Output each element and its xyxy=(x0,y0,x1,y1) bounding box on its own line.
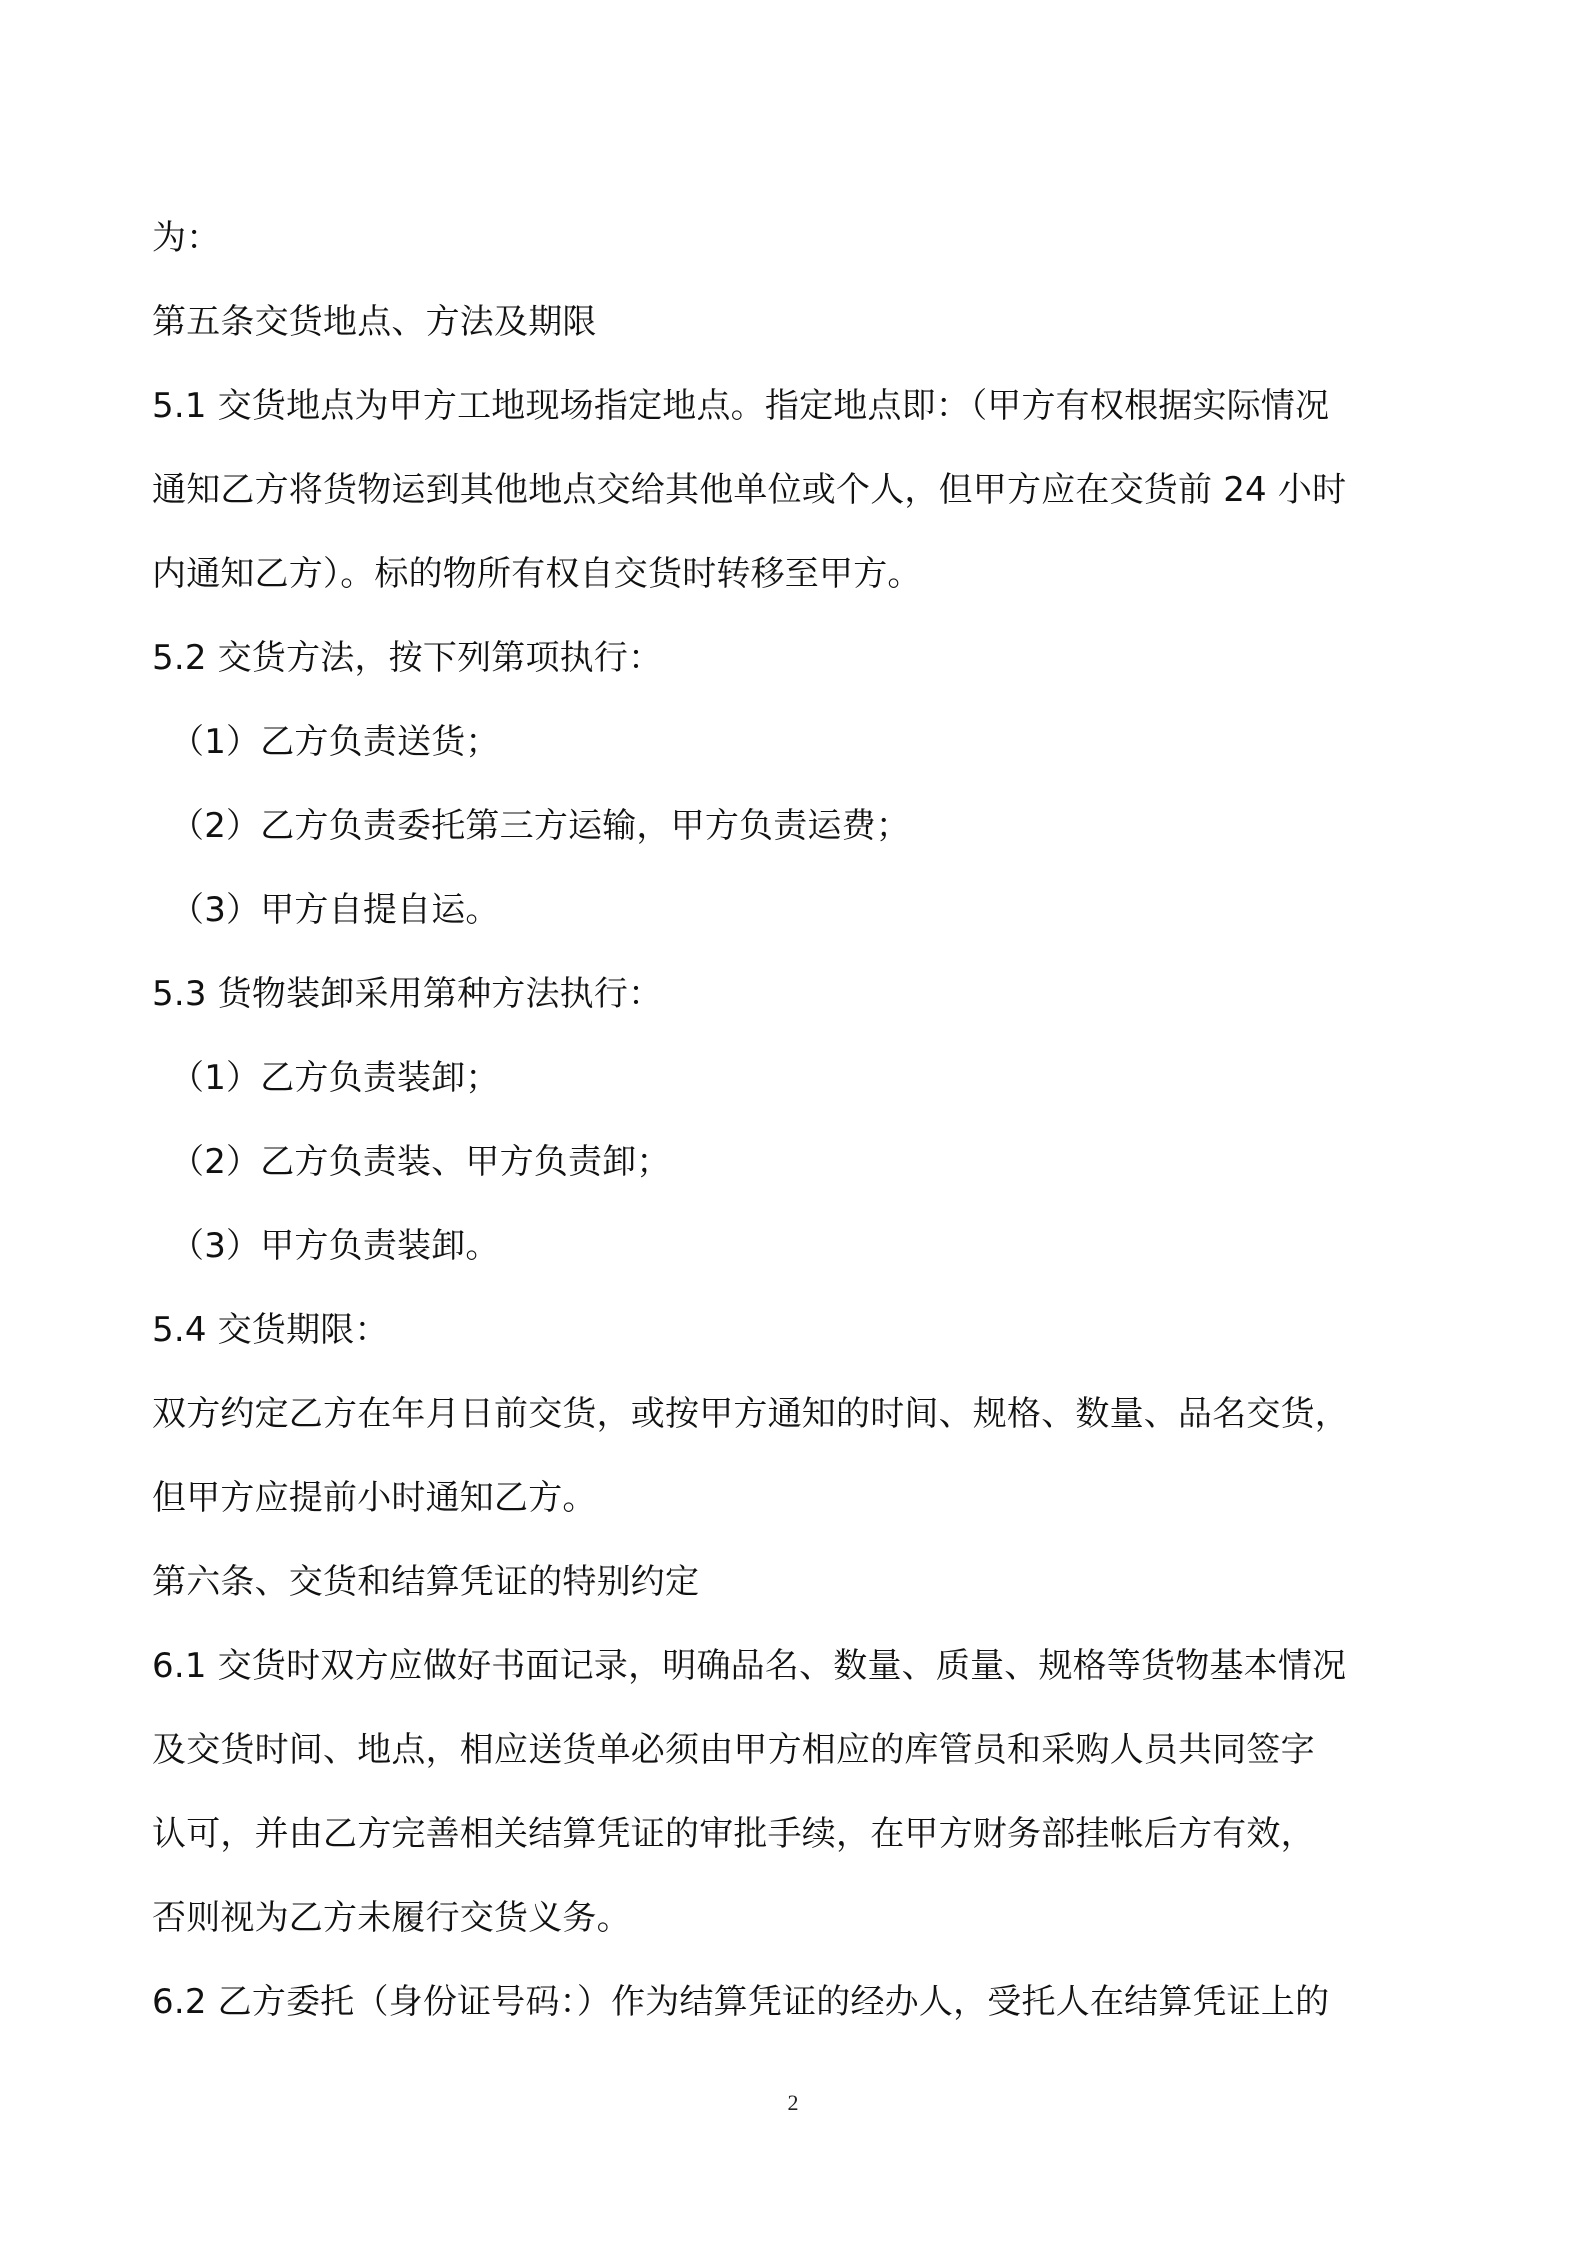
clause-5-2-option-1: （1）乙方负责送货； xyxy=(170,722,500,762)
article-6-heading: 第六条、交货和结算凭证的特别约定 xyxy=(152,1562,700,1602)
clause-5-4-line-2: 但甲方应提前小时通知乙方。 xyxy=(152,1478,597,1518)
clause-6-2-line-1: 6.2 乙方委托（身份证号码：）作为结算凭证的经办人，受托人在结算凭证上的 xyxy=(152,1982,1330,2022)
clause-5-1-line-2: 通知乙方将货物运到其他地点交给其他单位或个人，但甲方应在交货前 24 小时 xyxy=(152,470,1347,510)
page-number: 2 xyxy=(787,2090,799,2115)
clause-5-3-heading: 5.3 货物装卸采用第种方法执行： xyxy=(152,974,663,1014)
clause-5-2-heading: 5.2 交货方法，按下列第项执行： xyxy=(152,638,663,678)
clause-5-2-option-3: （3）甲方自提自运。 xyxy=(170,890,500,930)
clause-6-1-line-1: 6.1 交货时双方应做好书面记录，明确品名、数量、质量、规格等货物基本情况 xyxy=(152,1646,1347,1686)
clause-5-3-option-1: （1）乙方负责装卸； xyxy=(170,1058,500,1098)
clause-5-3-option-2: （2）乙方负责装、甲方负责卸； xyxy=(170,1142,671,1182)
clause-5-1-line-3: 内通知乙方）。标的物所有权自交货时转移至甲方。 xyxy=(152,554,922,594)
article-5-heading: 第五条交货地点、方法及期限 xyxy=(152,302,597,342)
text-line-continuation: 为： xyxy=(152,218,221,258)
clause-5-2-option-2: （2）乙方负责委托第三方运输，甲方负责运费； xyxy=(170,806,911,846)
document-body xyxy=(152,196,1452,2044)
clause-5-4-heading: 5.4 交货期限： xyxy=(152,1310,389,1350)
clause-6-1-line-2: 及交货时间、地点，相应送货单必须由甲方相应的库管员和采购人员共同签字 xyxy=(152,1730,1315,1770)
clause-5-1-line-1: 5.1 交货地点为甲方工地现场指定地点。指定地点即：（甲方有权根据实际情况 xyxy=(152,386,1330,426)
clause-5-4-line-1: 双方约定乙方在年月日前交货，或按甲方通知的时间、规格、数量、品名交货， xyxy=(152,1394,1349,1434)
clause-5-3-option-3: （3）甲方负责装卸。 xyxy=(170,1226,500,1266)
clause-6-1-line-3: 认可，并由乙方完善相关结算凭证的审批手续，在甲方财务部挂帐后方有效， xyxy=(152,1814,1315,1854)
clause-6-1-line-4: 否则视为乙方未履行交货义务。 xyxy=(152,1898,631,1938)
